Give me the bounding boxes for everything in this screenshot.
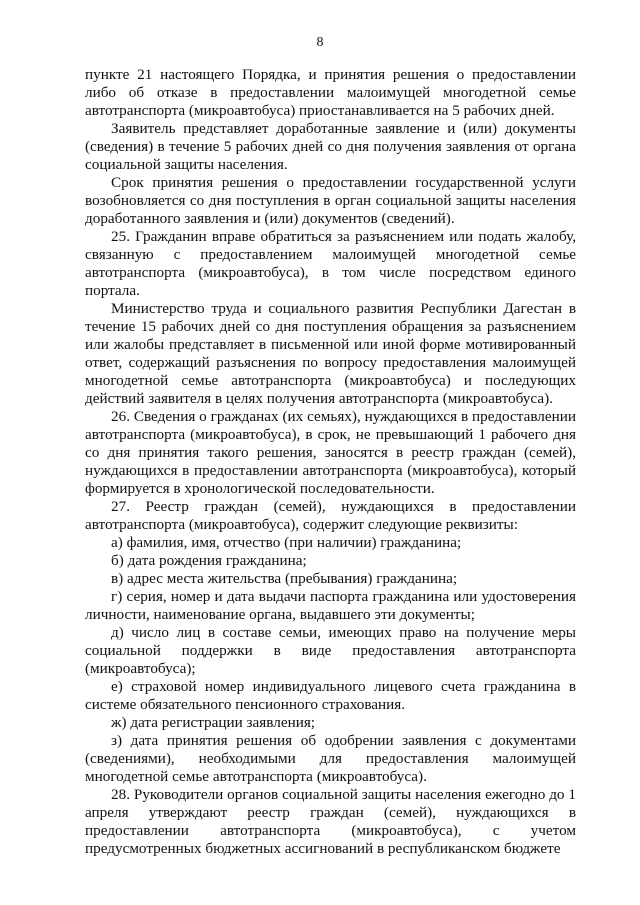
paragraph-item-26: 26. Сведения о гражданах (их семьях), нуждающихся в предоставлении автотранспорта (микроавтобуса), в срок, не превышающий 1 рабочего дня со дня принятия такого решения, заносятся в реестр граждан (семей), нуждающихся в предоставлении автотранспорта (микроавтобуса), который формируется в хронологической последовательности. <box>85 408 576 497</box>
paragraph-item-25: 25. Гражданин вправе обратиться за разъяснением или подать жалобу, связанную с предоставлением малоимущей многодетной семье автотранспорта (микроавтобуса), в том числе посредством единого портала. <box>85 228 576 299</box>
paragraph-continuation: пункте 21 настоящего Порядка, и принятия решения о предоставлении либо об отказе в предоставлении малоимущей многодетной семье автотранспорта (микроавтобуса) приостанавливается на 5 рабочих дней. <box>85 66 576 119</box>
paragraph-applicant-revisions: Заявитель представляет доработанные заявление и (или) документы (сведения) в течение 5 рабочих дней со дня получения заявления от органа социальной защиты населения. <box>85 120 576 173</box>
list-item-d: д) число лиц в составе семьи, имеющих право на получение меры социальной поддержки в виде предоставления автотранспорта (микроавтобуса); <box>85 624 576 677</box>
list-item-g: г) серия, номер и дата выдачи паспорта гражданина или удостоверения личности, наименование органа, выдавшего эти документы; <box>85 588 576 623</box>
list-item-zh: ж) дата регистрации заявления; <box>111 714 316 731</box>
list-item-v: в) адрес места жительства (пребывания) гражданина; <box>111 570 458 587</box>
list-item-a: а) фамилия, имя, отчество (при наличии) гражданина; <box>111 534 462 551</box>
paragraph-item-27: 27. Реестр граждан (семей), нуждающихся в предоставлении автотранспорта (микроавтобуса), содержит следующие реквизиты: <box>85 498 576 533</box>
document-body <box>85 66 576 858</box>
paragraph-item-28: 28. Руководители органов социальной защиты населения ежегодно до 1 апреля утверждают реестр граждан (семей), нуждающихся в предоставлении автотранспорта (микроавтобуса), с учетом предусмотренных бюджетных ассигнований в республиканском бюджете <box>85 786 576 857</box>
page-number: 8 <box>316 35 324 50</box>
list-item-b: б) дата рождения гражданина; <box>111 552 307 569</box>
paragraph-ministry-response: Министерство труда и социального развития Республики Дагестан в течение 15 рабочих дней со дня поступления обращения за разъяснением или жалобы представляет в письменной или иной форме мотивированный ответ, содержащий разъяснения по вопросу предоставления малоимущей многодетной семье автотранспорта (микроавтобуса) и последующих действий заявителя в целях получения автотранспорта (микроавтобуса). <box>85 300 576 407</box>
list-item-z: з) дата принятия решения об одобрении заявления с документами (сведениями), необходимыми для предоставления малоимущей многодетной семье автотранспорта (микроавтобуса). <box>85 732 576 785</box>
list-item-e: е) страховой номер индивидуального лицевого счета гражданина в системе обязательного пенсионного страхования. <box>85 678 576 713</box>
paragraph-term-resumption: Срок принятия решения о предоставлении государственной услуги возобновляется со дня поступления в орган социальной защиты населения доработанного заявления и (или) документов (сведений). <box>85 174 576 227</box>
